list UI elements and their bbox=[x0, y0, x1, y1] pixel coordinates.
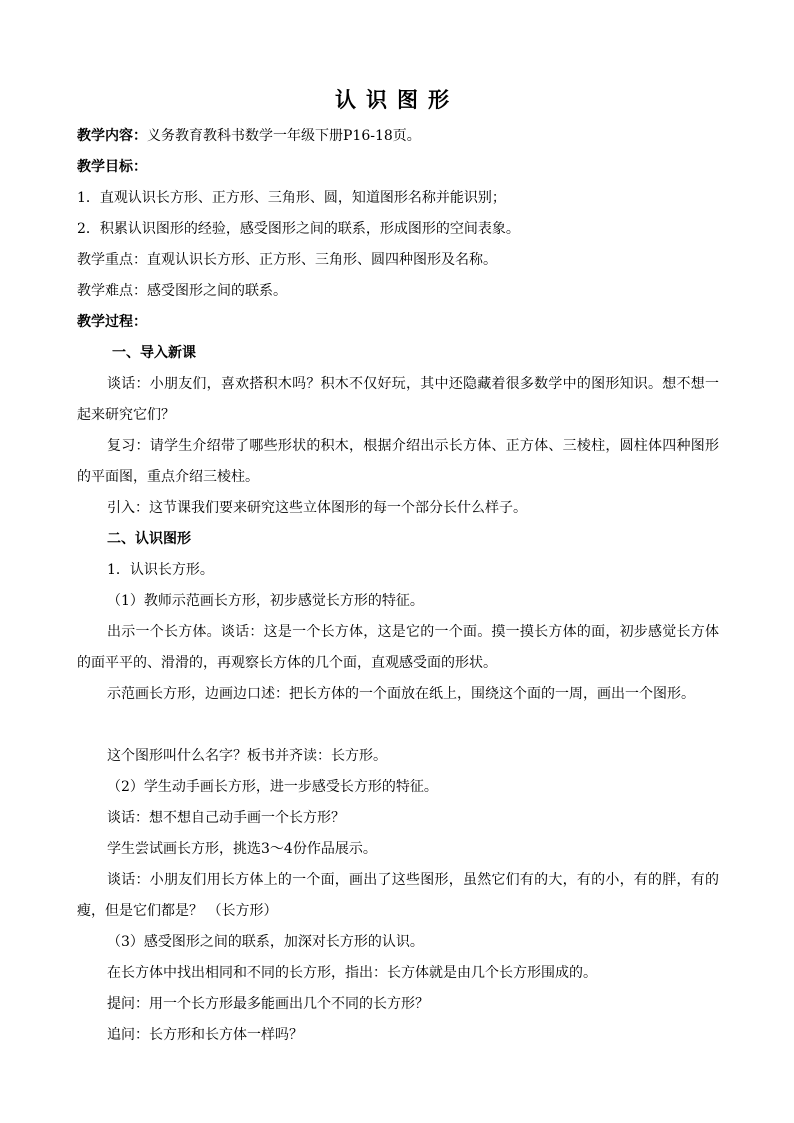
content-label: 教学内容： bbox=[77, 128, 147, 144]
teaching-content bbox=[77, 126, 719, 146]
page-title: 认识图形 bbox=[335, 88, 459, 112]
step-2: （2）学生动手画长方形，进一步感受长方形的特征。 bbox=[107, 779, 438, 795]
talk-compare-paragraph: 谈话：小朋友们用长方体上的一个面，画出了这些图形，虽然它们有的大，有的小，有的胖，有的瘦，但是它们都是？ （长方形） bbox=[77, 872, 719, 919]
goals-label: 教学目标： bbox=[77, 159, 147, 175]
sub-heading-1: 1．认识长方形。 bbox=[107, 562, 214, 578]
student-try: 学生尝试画长方形，挑选3～4份作品展示。 bbox=[107, 841, 377, 857]
key-point: 教学重点：直观认识长方形、正方形、三角形、圆四种图形及名称。 bbox=[77, 252, 497, 268]
step-3: （3）感受图形之间的联系，加深对长方形的认识。 bbox=[107, 934, 424, 950]
goal-1: 1．直观认识长方形、正方形、三角形、圆，知道图形名称并能识别； bbox=[77, 190, 506, 206]
content-text: 义务教育教科书数学一年级下册P16-18页。 bbox=[147, 128, 421, 144]
section-1-title: 一、导入新课 bbox=[112, 345, 196, 361]
show-cuboid-paragraph: 出示一个长方体。谈话：这是一个长方体，这是它的一个面。摸一摸长方体的面，初步感觉长方体的面平平的、滑滑的，再观察长方体的几个面，直观感受面的形状。 bbox=[77, 624, 719, 671]
find-rectangles: 在长方体中找出相同和不同的长方形，指出：长方体就是由几个长方形围成的。 bbox=[107, 965, 597, 981]
review-paragraph: 复习：请学生介绍带了哪些形状的积木，根据介绍出示长方体、正方体、三棱柱，圆柱体四种图形的平面图，重点介绍三棱柱。 bbox=[77, 438, 719, 485]
name-question: 这个图形叫什么名字？板书并齐读：长方形。 bbox=[107, 748, 387, 764]
intro-talk: 谈话：小朋友们，喜欢搭积木吗？积木不仅好玩，其中还隐藏着很多数学中的图形知识。想不想一起来研究它们？ bbox=[77, 376, 719, 423]
process-label: 教学过程： bbox=[77, 314, 147, 330]
goal-2: 2．积累认识图形的经验，感受图形之间的联系，形成图形的空间表象。 bbox=[77, 221, 520, 237]
talk-draw: 谈话：想不想自己动手画一个长方形？ bbox=[107, 810, 345, 826]
follow-up-question: 追问：长方形和长方体一样吗？ bbox=[107, 1027, 303, 1043]
lead-in: 引入：这节课我们要来研究这些立体图形的每一个部分长什么样子。 bbox=[107, 500, 527, 516]
section-2-title: 二、认识图形 bbox=[107, 531, 191, 547]
step-1: （1）教师示范画长方形，初步感觉长方形的特征。 bbox=[107, 593, 424, 609]
demo-draw-paragraph: 示范画长方形，边画边口述：把长方体的一个面放在纸上，围绕这个面的一周，画出一个图形。 bbox=[107, 686, 695, 702]
question: 提问：用一个长方形最多能画出几个不同的长方形？ bbox=[107, 996, 429, 1012]
difficult-point: 教学难点：感受图形之间的联系。 bbox=[77, 283, 287, 299]
